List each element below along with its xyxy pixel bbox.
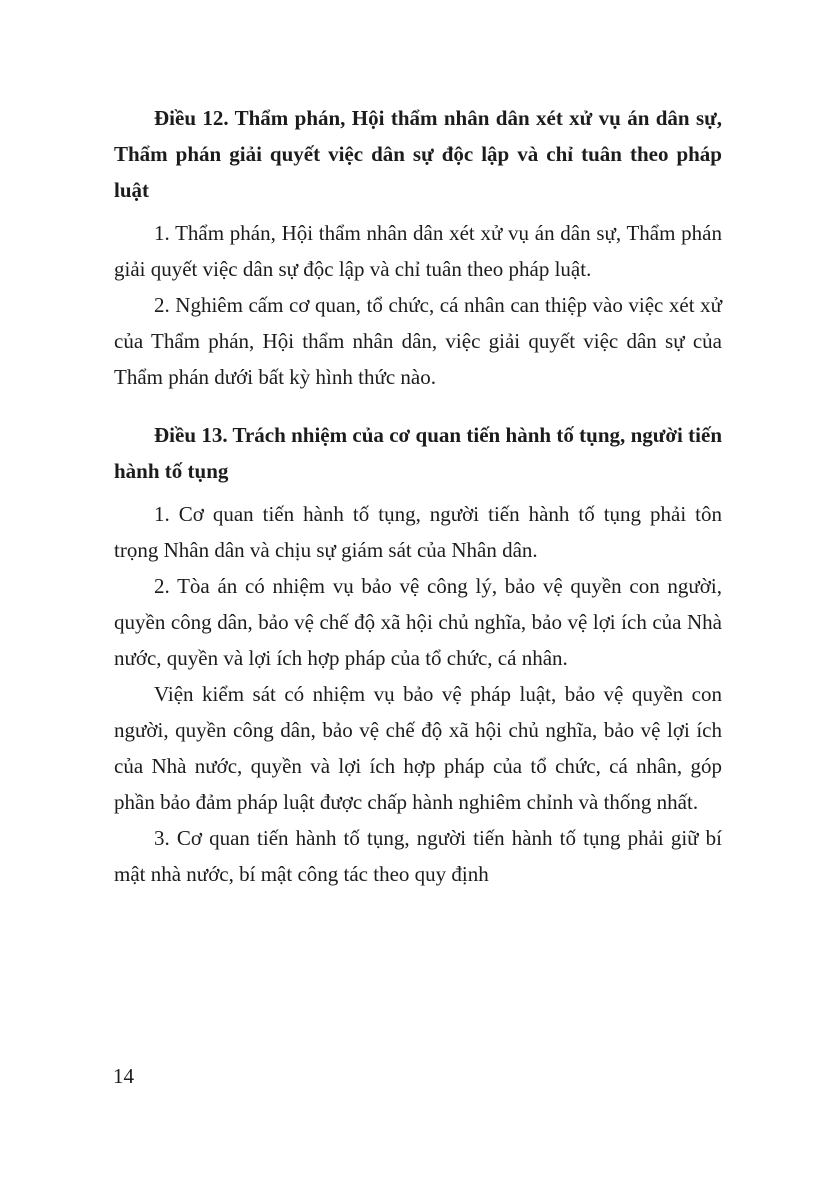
article-13-paragraph-4: 3. Cơ quan tiến hành tố tụng, người tiến hành tố tụng phải giữ bí mật nhà nước, bí mật công tác theo quy định [114, 826, 722, 886]
article-13-paragraph-2: 2. Tòa án có nhiệm vụ bảo vệ công lý, bảo vệ quyền con người, quyền công dân, bảo vệ chế độ xã hội chủ nghĩa, bảo vệ lợi ích của Nhà nước, quyền và lợi ích hợp pháp của tổ chức, cá nhân. [114, 574, 722, 670]
page-number: 14 [113, 1064, 134, 1088]
article-12-paragraph-1: 1. Thẩm phán, Hội thẩm nhân dân xét xử vụ án dân sự, Thẩm phán giải quyết việc dân sự độc lập và chỉ tuân theo pháp luật. [114, 221, 722, 281]
page-content [114, 100, 722, 892]
article-13-heading: Điều 13. Trách nhiệm của cơ quan tiến hành tố tụng, người tiến hành tố tụng [114, 423, 722, 483]
article-13-paragraph-3: Viện kiểm sát có nhiệm vụ bảo vệ pháp luật, bảo vệ quyền con người, quyền công dân, bảo vệ chế độ xã hội chủ nghĩa, bảo vệ lợi ích của Nhà nước, quyền và lợi ích hợp pháp của tổ chức, cá nhân, góp phần bảo đảm pháp luật được chấp hành nghiêm chỉnh và thống nhất. [114, 682, 722, 814]
article-12-heading: Điều 12. Thẩm phán, Hội thẩm nhân dân xét xử vụ án dân sự, Thẩm phán giải quyết việc dân sự độc lập và chỉ tuân theo pháp luật [114, 106, 722, 202]
article-13-paragraph-1: 1. Cơ quan tiến hành tố tụng, người tiến hành tố tụng phải tôn trọng Nhân dân và chịu sự giám sát của Nhân dân. [114, 502, 722, 562]
article-12-paragraph-2: 2. Nghiêm cấm cơ quan, tổ chức, cá nhân can thiệp vào việc xét xử của Thẩm phán, Hội thẩm nhân dân, việc giải quyết việc dân sự của Thẩm phán dưới bất kỳ hình thức nào. [114, 293, 722, 389]
